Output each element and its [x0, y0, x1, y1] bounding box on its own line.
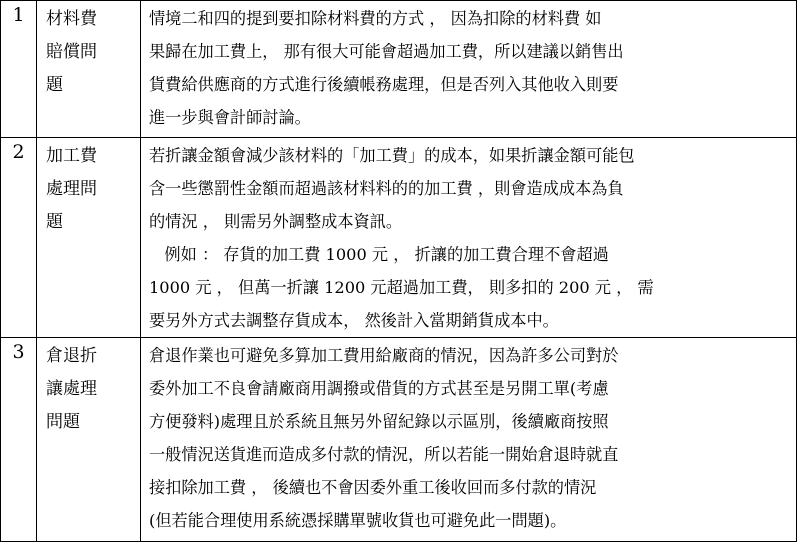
description-line: 要另外方式去調整存貨成本， 然後計入當期銷貨成本中。	[149, 311, 559, 330]
description-line: 1000 元 ， 但萬一折讓 1200 元超過加工費， 則多扣的 200 元 ， 需	[149, 278, 654, 297]
topic-line: 處理問	[46, 179, 97, 199]
description-line: 進一步與會計師討論。	[149, 108, 311, 127]
row-number: 1	[1, 1, 37, 138]
description-line: 接扣除加工費 ， 後續也不會因委外重工後收回而多付款的情況	[149, 478, 597, 497]
row-description	[141, 138, 797, 338]
description-line: 果歸在加工費上， 那有很大可能會超過加工費，所以建議以銷售出	[149, 42, 624, 61]
topic-line: 讓處理	[46, 379, 97, 399]
description-line: (但若能合理使用系統憑採購單號收貨也可避免此一問題)。	[149, 511, 567, 530]
row-topic	[37, 1, 141, 138]
topic-line: 材料費	[46, 9, 97, 29]
topic-line: 題	[46, 212, 63, 232]
description-line: 情境二和四的提到要扣除材料費的方式 ， 因為扣除的材料費 如	[149, 9, 602, 28]
row-topic	[37, 138, 141, 338]
topic-line: 倉退折	[46, 346, 97, 366]
description-line: 若折讓金額會減少該材料的「加工費」的成本，如果折讓金額可能包	[149, 146, 635, 165]
table-row	[1, 338, 797, 542]
table-row	[1, 1, 797, 138]
table-row	[1, 138, 797, 338]
description-line: 一般情況送貨進而造成多付款的情況，所以若能一開始倉退時就直	[149, 445, 619, 464]
topic-line: 加工費	[46, 146, 97, 166]
description-line: 例如 ： 存貨的加工費 1000 元 ， 折讓的加工費合理不會超過	[149, 245, 609, 264]
topic-line: 題	[46, 75, 63, 95]
topic-line: 問題	[46, 412, 80, 432]
description-line: 的情況 ， 則需另外調整成本資訊。	[149, 212, 403, 231]
description-line: 委外加工不良會請廠商用調撥或借貨的方式甚至是另開工單(考慮	[149, 379, 609, 398]
row-number: 2	[1, 138, 37, 338]
row-number: 3	[1, 338, 37, 542]
row-description	[141, 1, 797, 138]
description-line: 含一些懲罰性金額而超過該材料料的的加工費 ，則會造成成本為負	[149, 179, 624, 198]
description-line: 方便發料)處理且於系統且無另外留紀錄以示區別，後續廠商按照	[149, 412, 609, 431]
description-line: 貨費給供應商的方式進行後續帳務處理，但是否列入其他收入則要	[149, 75, 619, 94]
row-description	[141, 338, 797, 542]
row-topic	[37, 338, 141, 542]
topic-line: 賠償問	[46, 42, 97, 62]
description-line: 倉退作業也可避免多算加工費用給廠商的情況，因為許多公司對於	[149, 346, 619, 365]
